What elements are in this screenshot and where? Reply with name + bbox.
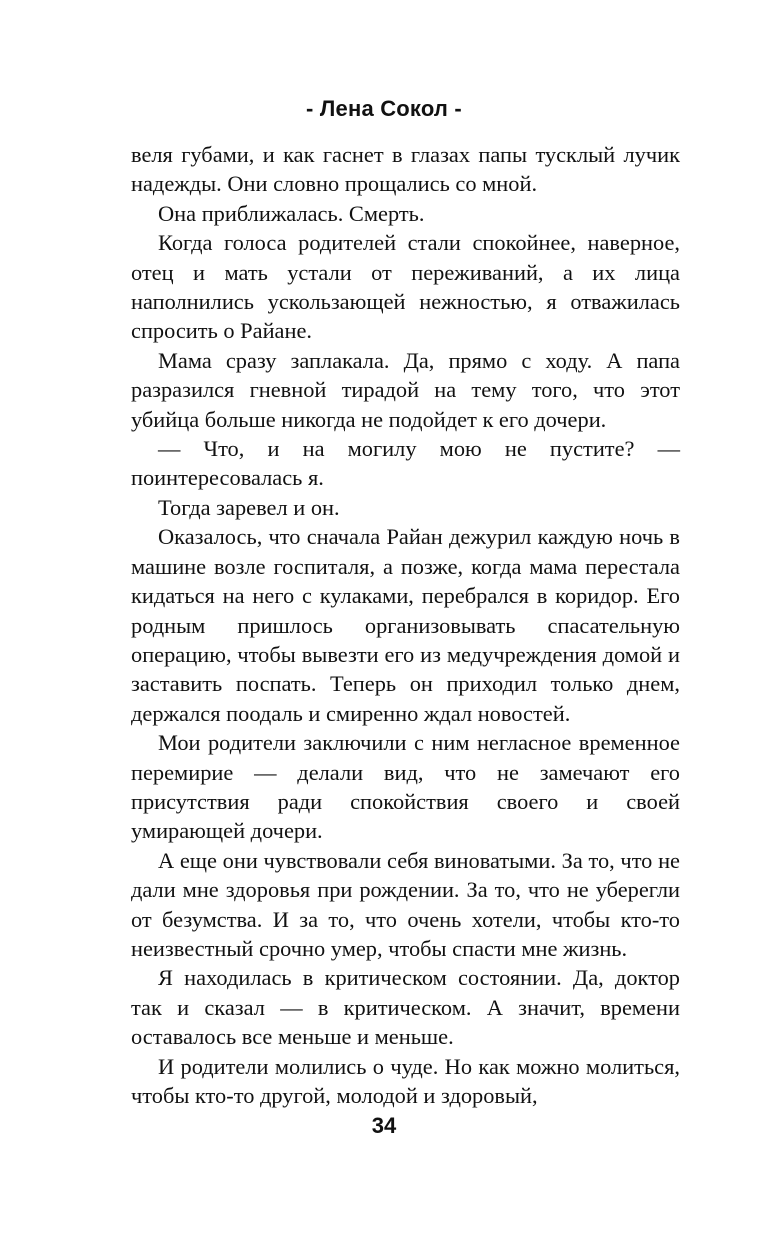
paragraph: — Что, и на могилу мою не пустите? — поинтересовалась я. <box>131 436 680 491</box>
paragraph: И родители молились о чуде. Но как можно молиться, чтобы кто-то другой, молодой и здоровый, <box>131 1053 680 1108</box>
paragraph: А еще они чувствовали себя виноватыми. За то, что не дали мне здоровья при рождении. За то, что не уберегли от безумства. И за то, что очень хотели, чтобы кто-то неизвестный срочно умер, чтобы спасти мне жизнь. <box>131 847 680 961</box>
paragraph: Я находилась в критическом состоянии. Да, доктор так и сказал — в критическом. А значит, времени оставалось все меньше и меньше. <box>131 965 680 1050</box>
page-number: 34 <box>371 1113 397 1138</box>
paragraph: Она приближалась. Смерть. <box>158 200 425 226</box>
paragraph: Оказалось, что сначала Райан дежурил каждую ночь в машине возле госпиталя, а позже, когда мама перестала кидаться на него с кулаками, перебрался в коридор. Его родным пришлось организовывать спасательную операцию, чтобы вывезти его из медучреждения домой и заставить поспать. Теперь он приходил только днем, держался поодаль и смиренно ждал новостей. <box>131 524 680 726</box>
paragraph: Когда голоса родителей стали спокойнее, наверное, отец и мать устали от переживаний, а их лица наполнились ускользающей нежностью, я отважилась спросить о Райане. <box>131 230 680 344</box>
paragraph: Тогда заревел и он. <box>158 494 340 520</box>
page-body <box>131 140 680 1110</box>
running-header: - Лена Сокол - <box>306 96 462 121</box>
paragraph: Мои родители заключили с ним негласное временное перемирие — делали вид, что не замечают его присутствия ради спокойствия своего и своей умирающей дочери. <box>131 730 680 844</box>
paragraph: Мама сразу заплакала. Да, прямо с ходу. А папа разразился гневной тирадой на тему того, что этот убийца больше никогда не подойдет к его дочери. <box>131 347 680 432</box>
paragraph: веля губами, и как гаснет в глазах папы тусклый лучик надежды. Они словно прощались со мной. <box>131 142 680 197</box>
